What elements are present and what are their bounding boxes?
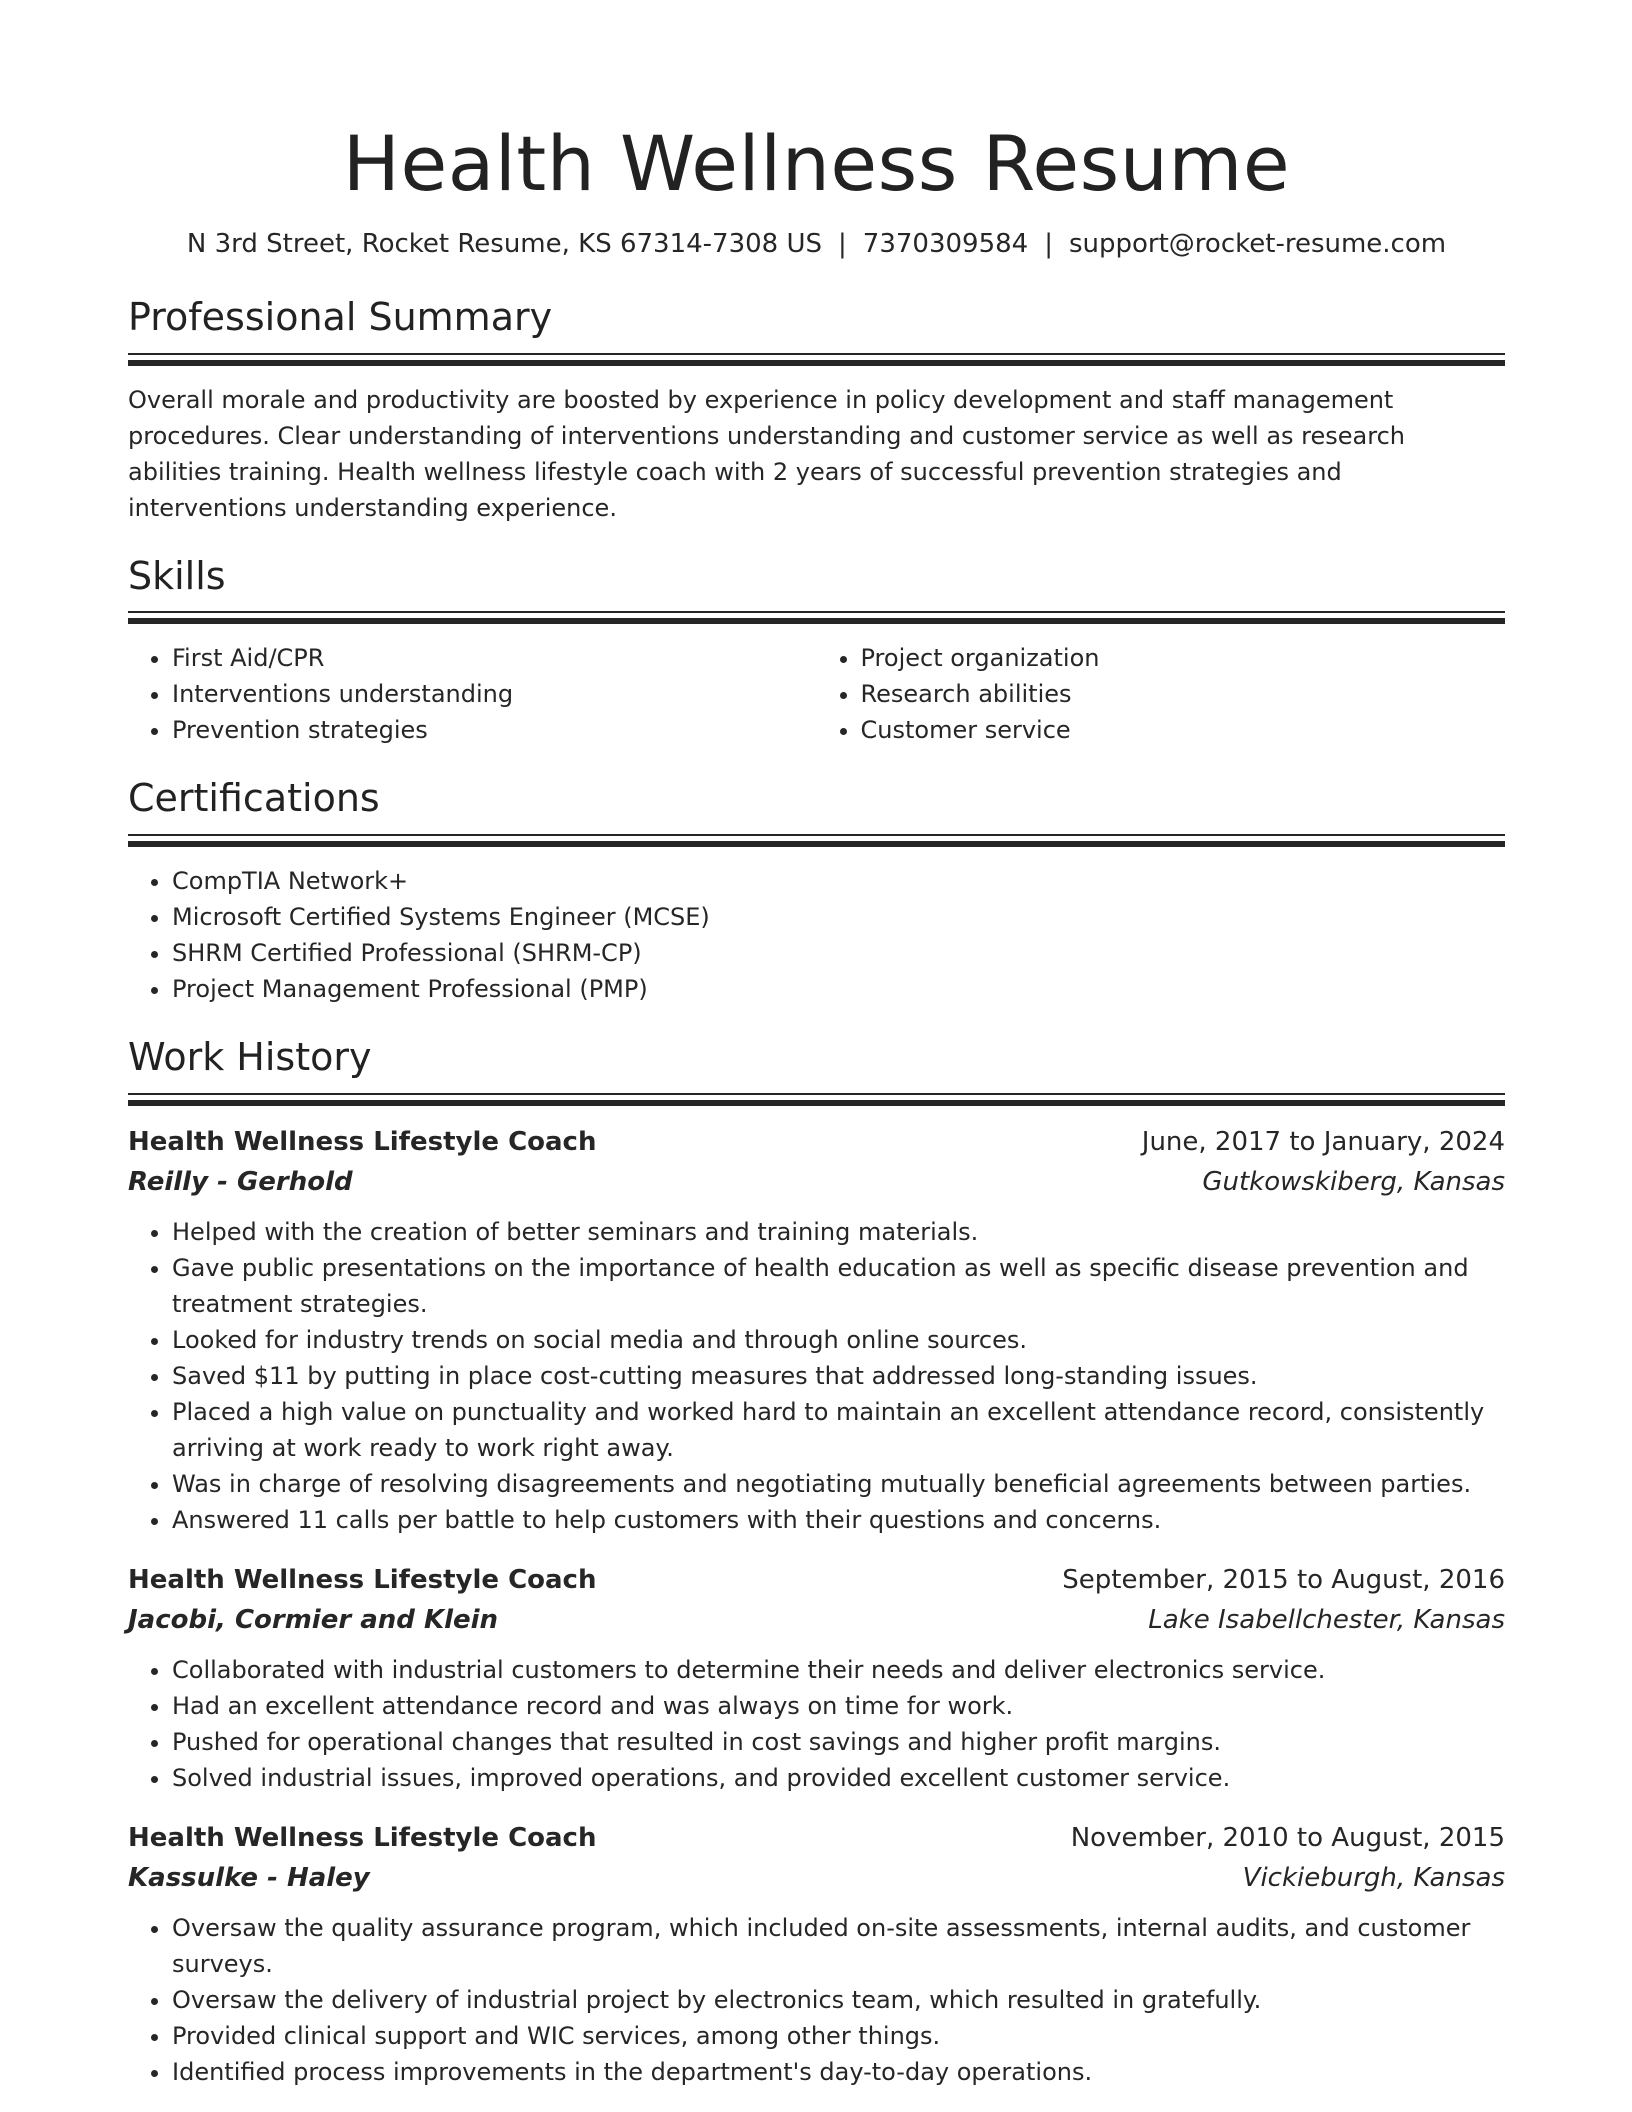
skill-item: • First Aid/CPR bbox=[172, 640, 817, 676]
job-entry bbox=[128, 1560, 1505, 1796]
contact-address: N 3rd Street, Rocket Resume, KS 67314-7308 US bbox=[186, 229, 823, 260]
job-bullets bbox=[128, 1910, 1505, 2090]
job-subheader bbox=[128, 1600, 1505, 1640]
job-bullet: • Answered 11 calls per battle to help customers with their questions and concerns. bbox=[172, 1502, 1505, 1538]
job-company: Jacobi, Cormier and Klein bbox=[128, 1604, 499, 1635]
job-entry bbox=[128, 1818, 1505, 2090]
job-bullet: • Provided clinical support and WIC services, among other things. bbox=[172, 2018, 1505, 2054]
job-dates: June, 2017 to January, 2024 bbox=[1141, 1126, 1505, 1157]
job-bullet: • Saved $11 by putting in place cost-cutting measures that addressed long-standing issues. bbox=[172, 1358, 1505, 1394]
job-title: Health Wellness Lifestyle Coach bbox=[128, 1126, 597, 1157]
job-bullet: • Pushed for operational changes that resulted in cost savings and higher profit margins. bbox=[172, 1724, 1505, 1760]
summary-section bbox=[128, 295, 1505, 526]
job-entry bbox=[128, 1122, 1505, 1538]
job-company: Reilly - Gerhold bbox=[128, 1166, 353, 1197]
certification-item: • Microsoft Certified Systems Engineer (MCSE) bbox=[172, 899, 1505, 935]
certifications-section bbox=[128, 776, 1505, 1007]
job-bullet: • Oversaw the delivery of industrial project by electronics team, which resulted in gratefully. bbox=[172, 1982, 1505, 2018]
job-subheader bbox=[128, 1162, 1505, 1202]
job-bullets bbox=[128, 1214, 1505, 1538]
job-location: Gutkowskiberg, Kansas bbox=[1202, 1166, 1505, 1197]
section-divider bbox=[128, 1093, 1505, 1106]
job-bullet: • Collaborated with industrial customers to determine their needs and deliver electronics service. bbox=[172, 1652, 1505, 1688]
job-header bbox=[128, 1818, 1505, 1858]
job-subheader bbox=[128, 1858, 1505, 1898]
section-divider bbox=[128, 834, 1505, 847]
contact-email: support@rocket-resume.com bbox=[1068, 229, 1447, 260]
skill-item: • Customer service bbox=[861, 712, 1506, 748]
contact-phone: 7370309584 bbox=[862, 229, 1029, 260]
work-history-title: Work History bbox=[128, 1034, 372, 1079]
job-dates: September, 2015 to August, 2016 bbox=[1062, 1564, 1505, 1595]
skills-title: Skills bbox=[128, 553, 226, 598]
job-bullet: • Gave public presentations on the importance of health education as well as specific disease prevention and treatment strategies. bbox=[172, 1250, 1505, 1322]
skills-section bbox=[128, 554, 1505, 749]
skills-list-left bbox=[128, 640, 817, 748]
certification-item: • Project Management Professional (PMP) bbox=[172, 971, 1505, 1007]
job-header bbox=[128, 1560, 1505, 1600]
job-bullet: • Was in charge of resolving disagreements and negotiating mutually beneficial agreements between parties. bbox=[172, 1466, 1505, 1502]
skill-item: • Research abilities bbox=[861, 676, 1506, 712]
job-company: Kassulke - Haley bbox=[128, 1862, 370, 1893]
resume-name: Health Wellness Resume bbox=[342, 119, 1291, 208]
job-dates: November, 2010 to August, 2015 bbox=[1070, 1822, 1505, 1853]
section-divider bbox=[128, 353, 1505, 366]
certifications-list bbox=[128, 863, 1505, 1007]
section-divider bbox=[128, 611, 1505, 624]
skill-item: • Interventions understanding bbox=[172, 676, 817, 712]
skills-list-right bbox=[817, 640, 1506, 748]
skills-columns bbox=[128, 640, 1505, 748]
resume-content bbox=[128, 118, 1505, 2112]
summary-title: Professional Summary bbox=[128, 295, 553, 340]
contact-line bbox=[128, 229, 1505, 259]
job-bullet: • Looked for industry trends on social media and through online sources. bbox=[172, 1322, 1505, 1358]
job-bullet: • Oversaw the quality assurance program, which included on-site assessments, internal audits, and customer surveys. bbox=[172, 1910, 1505, 1982]
job-bullet: • Had an excellent attendance record and was always on time for work. bbox=[172, 1688, 1505, 1724]
skill-item: • Prevention strategies bbox=[172, 712, 817, 748]
contact-separator: | bbox=[1044, 229, 1053, 260]
job-bullet: • Placed a high value on punctuality and worked hard to maintain an excellent attendance record, consistently arriving at work ready to work right away. bbox=[172, 1394, 1505, 1466]
job-bullet: • Identified process improvements in the department's day-to-day operations. bbox=[172, 2054, 1505, 2090]
job-header bbox=[128, 1122, 1505, 1162]
job-title: Health Wellness Lifestyle Coach bbox=[128, 1822, 597, 1853]
job-location: Vickieburgh, Kansas bbox=[1242, 1862, 1505, 1893]
job-bullet: • Helped with the creation of better seminars and training materials. bbox=[172, 1214, 1505, 1250]
job-title: Health Wellness Lifestyle Coach bbox=[128, 1564, 597, 1595]
summary-text: Overall morale and productivity are boosted by experience in policy development and staff management procedures. Clear understanding of interventions understanding and customer service as well as research abilities training. Health wellness lifestyle coach with 2 years of successful prevention strategies and interventions understanding experience. bbox=[128, 385, 1405, 522]
job-bullet: • Solved industrial issues, improved operations, and provided excellent customer service. bbox=[172, 1760, 1505, 1796]
contact-separator: | bbox=[838, 229, 847, 260]
skill-item: • Project organization bbox=[861, 640, 1506, 676]
job-bullets bbox=[128, 1652, 1505, 1796]
certification-item: • CompTIA Network+ bbox=[172, 863, 1505, 899]
certification-item: • SHRM Certified Professional (SHRM-CP) bbox=[172, 935, 1505, 971]
certifications-title: Certifications bbox=[128, 776, 380, 821]
job-location: Lake Isabellchester, Kansas bbox=[1148, 1604, 1505, 1635]
work-history-section bbox=[128, 1035, 1505, 2090]
